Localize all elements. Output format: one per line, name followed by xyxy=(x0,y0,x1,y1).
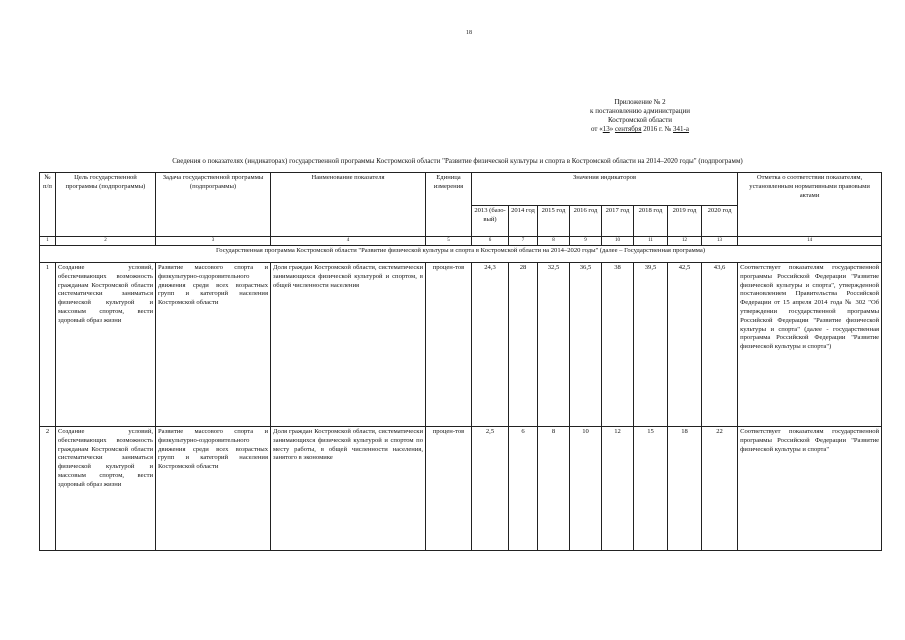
column-number: 8 xyxy=(538,237,570,246)
row-indicator: Доля граждан Костромской области, систематически занимающихся физической культурой и спортом, в общей численности населения xyxy=(271,263,426,427)
column-number: 4 xyxy=(271,237,426,246)
year-header: 2018 год xyxy=(634,206,668,237)
row-goal: Создание условий, обеспечивающих возможность гражданам Костромской области систематически заниматься физической культурой и массовым спортом, вести здоровый образ жизни xyxy=(56,427,156,551)
row-compliance: Соответствует показателям государственной программы Российской Федерации "Развитие физической культуры и спорта" xyxy=(738,427,882,551)
page-number: 18 xyxy=(466,30,472,36)
column-number: 5 xyxy=(426,237,472,246)
year-header: 2016 год xyxy=(570,206,602,237)
year-header: 2013 (базо-вый) xyxy=(472,206,509,237)
row-value: 39,5 xyxy=(634,263,668,427)
program-title: Государственная программа Костромской области "Развитие физической культуры и спорта в Костромской области на 2014–2020 годы" (далее – Государственная программа) xyxy=(40,246,882,263)
appendix-line-1: Приложение № 2 xyxy=(614,98,666,106)
row-value: 42,5 xyxy=(668,263,702,427)
table-row xyxy=(40,263,882,427)
row-unit: процен-тов xyxy=(426,263,472,427)
row-value: 22 xyxy=(702,427,738,551)
column-number: 14 xyxy=(738,237,882,246)
header-num: № п/п xyxy=(40,173,56,237)
row-value: 15 xyxy=(634,427,668,551)
column-number: 6 xyxy=(472,237,509,246)
column-number: 10 xyxy=(602,237,634,246)
row-indicator: Доля граждан Костромской области, систематически занимающихся физической культурой и спортом по месту работы, в общей численности населения, занятого в экономике xyxy=(271,427,426,551)
appendix-date-line xyxy=(560,125,720,134)
date-year: 2016 г. № xyxy=(641,125,674,133)
year-header: 2019 год xyxy=(668,206,702,237)
appendix-line-2: к постановлению администрации xyxy=(590,107,690,115)
appendix-block xyxy=(560,98,720,134)
row-value: 10 xyxy=(570,427,602,551)
row-value: 36,5 xyxy=(570,263,602,427)
column-number: 12 xyxy=(668,237,702,246)
row-task: Развитие массового спорта и физкультурно-оздоровительного движения среди всех возрастных групп и категорий населения Костромской области xyxy=(156,427,271,551)
header-task: Задача государственной программы (подпрограммы) xyxy=(156,173,271,237)
row-value: 28 xyxy=(509,263,538,427)
row-task: Развитие массового спорта и физкультурно-оздоровительного движения среди всех возрастных групп и категорий населения Костромской области xyxy=(156,263,271,427)
year-header: 2015 год xyxy=(538,206,570,237)
column-number-row xyxy=(40,237,882,246)
date-month: сентября xyxy=(614,125,642,133)
year-header: 2014 год xyxy=(509,206,538,237)
row-num: 2 xyxy=(40,427,56,551)
row-value: 12 xyxy=(602,427,634,551)
appendix-line-3: Костромской области xyxy=(607,116,673,124)
row-unit: процен-тов xyxy=(426,427,472,551)
document-title: Сведения о показателях (индикаторах) государственной программы Костромской области "Развитие физической культуры и спорта в Костромской области на 2014–2020 годы" (подпрограмм) xyxy=(172,157,743,165)
date-mid: » xyxy=(609,125,615,133)
column-number: 1 xyxy=(40,237,56,246)
header-row xyxy=(40,173,882,206)
year-header: 2020 год xyxy=(702,206,738,237)
row-value: 24,3 xyxy=(472,263,509,427)
row-value: 32,5 xyxy=(538,263,570,427)
date-day: 13 xyxy=(602,125,610,133)
header-indicator: Наименование показателя xyxy=(271,173,426,237)
row-value: 6 xyxy=(509,427,538,551)
row-value: 2,5 xyxy=(472,427,509,551)
column-number: 9 xyxy=(570,237,602,246)
date-prefix: от « xyxy=(591,125,603,133)
column-number: 11 xyxy=(634,237,668,246)
row-value: 8 xyxy=(538,427,570,551)
column-number: 13 xyxy=(702,237,738,246)
year-header: 2017 год xyxy=(602,206,634,237)
program-row xyxy=(40,246,882,263)
row-value: 18 xyxy=(668,427,702,551)
column-number: 7 xyxy=(509,237,538,246)
header-values: Значения индикаторов xyxy=(472,173,738,206)
header-unit: Единица измерения xyxy=(426,173,472,237)
row-goal: Создание условий, обеспечивающих возможность гражданам Костромской области систематически заниматься физической культурой и массовым спортом, вести здоровый образ жизни xyxy=(56,263,156,427)
header-compliance: Отметка о соответствии показателям, установленным нормативными правовыми актами xyxy=(738,173,882,237)
column-number: 3 xyxy=(156,237,271,246)
row-compliance: Соответствует показателям государственной программы Российской Федерации "Развитие физической культуры и спорта", утвержденной постановлением Правительства Российской Федерации от 15 апреля 2014 года № 302 "Об утверждении государственной программы Российской Федерации "Развитие физической культуры и спорта" (далее - государственная программа Российской Федерации "Развитие физической культуры и спорта") xyxy=(738,263,882,427)
row-value: 38 xyxy=(602,263,634,427)
row-value: 43,6 xyxy=(702,263,738,427)
column-number: 2 xyxy=(56,237,156,246)
row-num: 1 xyxy=(40,263,56,427)
indicators-table xyxy=(39,172,882,551)
table-row xyxy=(40,427,882,551)
decree-number: 341-а xyxy=(673,125,689,133)
header-goal: Цель государственной программы (подпрограммы) xyxy=(56,173,156,237)
